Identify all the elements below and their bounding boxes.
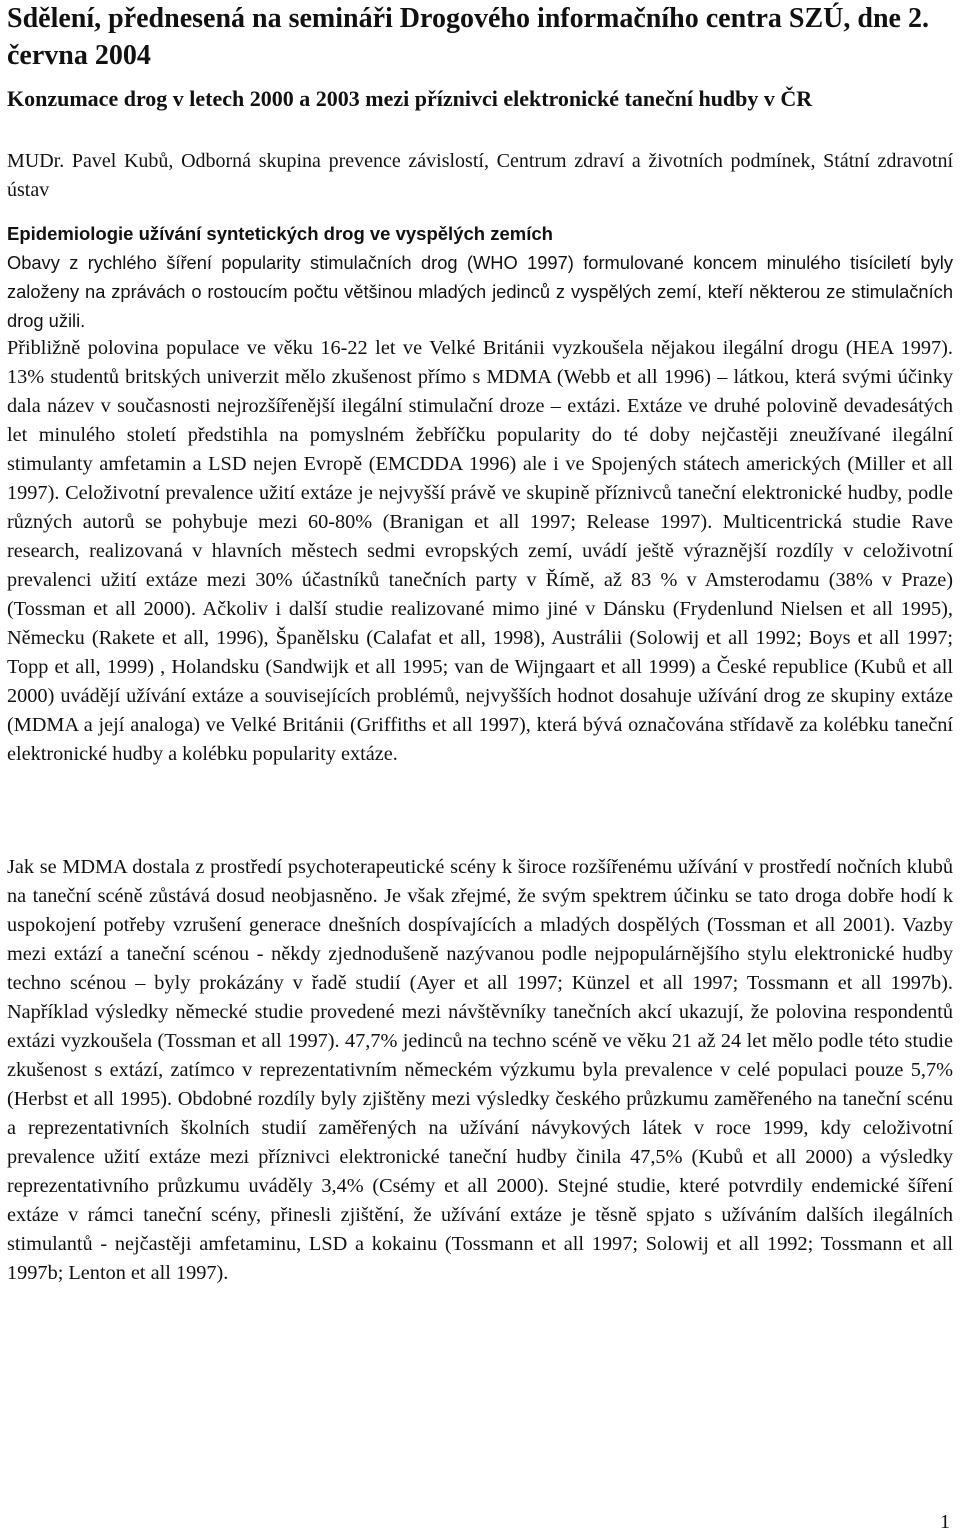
paragraph-1-serif-part: Přibližně polovina populace ve věku 16-22 let ve Velké Británii vyzkoušela nějakou ilegální drogu (HEA 1997). 13% studentů britských univerzit mělo zkušenost přímo s MDMA (Webb et all 1996) – látkou, která svými účinky dala název v současnosti nejrozšířenější ilegální stimulační droze – extázi. Extáze ve druhé polovině devadesátých let minulého století předstihla na pomyslném žebříčku popularity do té doby nejčastěji zneužívané ilegální stimulanty amfetamin a LSD nejen Evropě (EMCDDA 1996) ale i ve Spojených státech amerických (Miller et all 1997). Celoživotní prevalence užití extáze je nejvyšší právě ve skupině příznivců taneční elektronické hudby, podle různých autorů se pohybuje mezi 60-80% (Branigan et all 1997; Release 1997). Multicentrická studie Rave research, realizovaná v hlavních městech sedmi evropských zemí, uvádí ještě výraznější rozdíly v celoživotní prevalenci užití extáze mezi 30% účastníků tanečních party v Římě, až 83 % v Amsterodamu (38% v Praze) (Tossman et all 2000). Ačkoliv i další studie realizované mimo jiné v Dánsku (Frydenlund Nielsen et all 1995), Německu (Rakete et all, 1996), Španělsku (Calafat et all, 1998), Austrálii (Solowij et all 1992; Boys et all 1997; Topp et all, 1999) , Holandsku (Sandwijk et all 1995; van de Wijngaart et all 1999) a České republice (Kubů et all 2000) uvádějí užívání extáze a souvisejících problémů, nejvyšších hodnot dosahuje užívání drog ze skupiny extáze (MDMA a její analoga) ve Velké Británii (Griffiths et all 1997), která bývá označována střídavě za kolébku taneční elektronické hudby a kolébku popularity extáze.: [7, 337, 953, 765]
page-title: Sdělení, přednesená na semináři Drogového informačního centra SZÚ, dne 2. června 2004: [7, 3, 929, 71]
paragraph-1-sans-part: Obavy z rychlého šíření popularity stimulačních drog (WHO 1997) formulované koncem minulého tisíciletí byly založeny na zprávách o rostoucím počtu většinou mladých jedinců z vyspělých zemí, kteří některou ze stimulačních drog užili.: [7, 252, 953, 331]
page-number: 1: [940, 1511, 950, 1533]
section-heading: Epidemiologie užívání syntetických drog ve vyspělých zemích: [7, 223, 553, 244]
paragraph-2: Jak se MDMA dostala z prostředí psychoterapeutické scény k široce rozšířenému užívání v prostředí nočních klubů na taneční scéně zůstává dosud neobjasněno. Je však zřejmé, že svým spektrem účinku se tato droga dobře hodí k uspokojení potřeby vzrušení generace dnešních dospívajících a mladých dospělých (Tossman et all 2001). Vazby mezi extází a taneční scénou - někdy zjednodušeně nazývanou podle nejpopulárnějšího stylu elektronické hudby techno scénou – byly prokázány v řadě studií (Ayer et all 1997; Künzel et all 1997; Tossmann et all 1997b). Například výsledky německé studie provedené mezi návštěvníky tanečních akcí ukazují, že polovina respondentů extázi vyzkoušela (Tossman et all 1997). 47,7% jedinců na techno scéně ve věku 21 až 24 let mělo podle této studie zkušenost s extází, zatímco v reprezentativním německém výzkumu byla prevalence v celé populaci pouze 5,7% (Herbst et all 1995). Obdobné rozdíly byly zjištěny mezi výsledky českého průzkumu zaměřeného na taneční scénu a reprezentativních školních studií zaměřených na užívání návykových látek v roce 1999, kdy celoživotní prevalence užití extáze mezi příznivci elektronické taneční hudby činila 47,5% (Kubů et all 2000) a výsledky reprezentativního průzkumu uváděly 3,4% (Csémy et all 2000). Stejné studie, které potvrdily endemické šíření extáze v rámci taneční scény, přinesli zjištění, že užívání extáze je těsně spjato s užíváním dalších ilegálních stimulantů - nejčastěji amfetaminu, LSD a kokainu (Tossmann et all 1997; Solowij et all 1992; Tossmann et all 1997b; Lenton et all 1997).: [7, 856, 953, 1284]
document-subtitle: Konzumace drog v letech 2000 a 2003 mezi příznivci elektronické taneční hudby v ČR: [7, 86, 813, 111]
author-line: MUDr. Pavel Kubů, Odborná skupina prevence závislostí, Centrum zdraví a životních podmínek, Státní zdravotní ústav: [7, 150, 953, 201]
